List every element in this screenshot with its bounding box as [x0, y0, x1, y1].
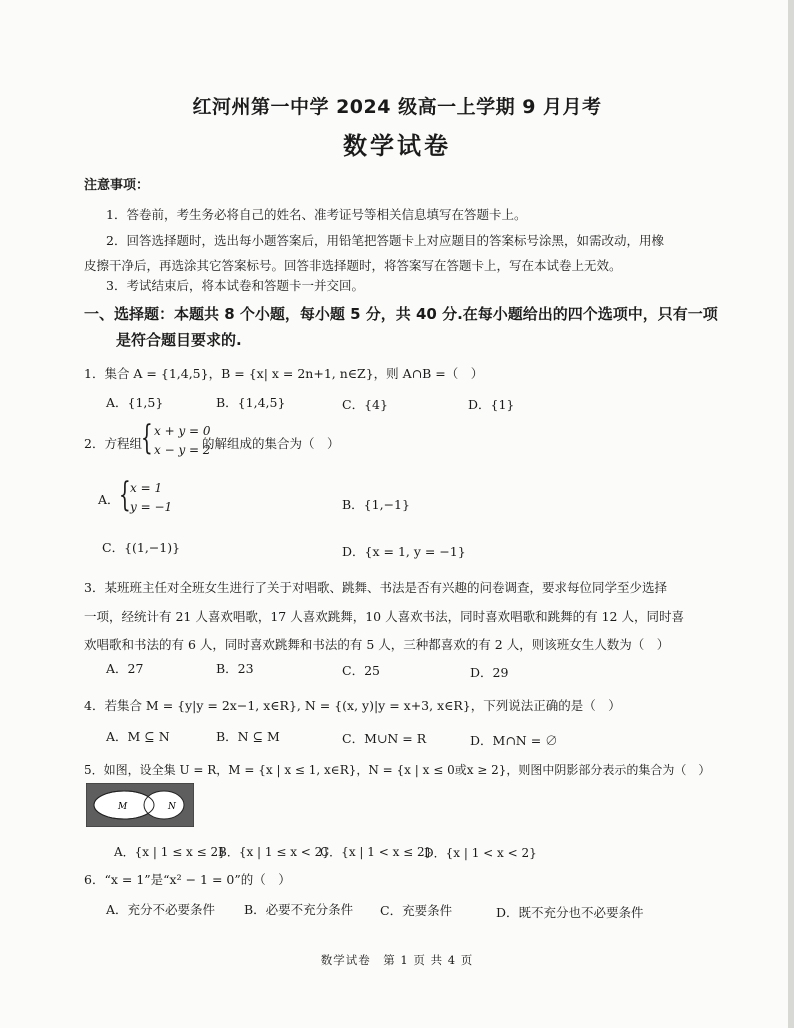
q6-option-d: D．既不充分也不必要条件: [496, 905, 644, 920]
venn-label-n: N: [168, 802, 176, 812]
note-3: 3．考试结束后，将本试卷和答题卡一并交回。: [106, 278, 364, 293]
q3-option-a: A．27: [106, 661, 144, 676]
q2-option-a-line1: x = 1: [130, 481, 163, 495]
exam-title: 红河州第一中学 2024 级高一上学期 9 月月考: [192, 96, 602, 118]
q6-option-c: C．充要条件: [380, 903, 453, 918]
q1-option-a: A．{1,5}: [106, 395, 164, 410]
q1-option-d: D．{1}: [468, 397, 515, 412]
q1-stem: 1．集合 A = {1,4,5}，B = {x| x = 2n+1, n∈Z}，则 A∩B =（ ）: [84, 366, 484, 381]
exam-subtitle: 数学试卷: [343, 132, 451, 160]
venn-set-n: [144, 791, 184, 819]
note-2a: 2．回答选择题时，选出每小题答案后，用铅笔把答题卡上对应题目的答案标号涂黑，如需改动，用橡: [106, 233, 664, 248]
q2-eq1: x + y = 0: [154, 424, 211, 438]
q4-option-d: D．M∩N = ∅: [470, 733, 558, 748]
q2-prefix: 2．方程组: [84, 436, 142, 451]
q5-option-c: C．{x | 1 < x ≤ 2}: [320, 845, 433, 859]
q2-option-c: C．{(1,−1)}: [102, 540, 181, 555]
q5-option-d: D．{x | 1 < x < 2}: [424, 846, 537, 860]
q6-stem: 6．“x = 1”是“x² − 1 = 0”的（ ）: [84, 872, 291, 887]
q2-eq2: x − y = 2: [154, 443, 211, 457]
notes-heading: 注意事项：: [84, 178, 150, 193]
venn-diagram: [86, 783, 194, 827]
q6-option-a: A．充分不必要条件: [106, 902, 216, 917]
q2-option-d: D．{x = 1, y = −1}: [342, 544, 466, 559]
q3-option-c: C．25: [342, 663, 380, 678]
q2-option-a-label: A．: [98, 492, 120, 507]
section1-line2: 是符合题目要求的.: [116, 331, 242, 349]
q4-option-c: C．M∪N = R: [342, 731, 427, 746]
q3-line1: 3．某班班主任对全班女生进行了关于对唱歌、跳舞、书法是否有兴趣的问卷调查，要求每位同学至少选择: [84, 580, 667, 595]
venn-label-m: M: [118, 802, 128, 812]
section1-line1: 一、选择题：本题共 8 个小题，每小题 5 分，共 40 分.在每小题给出的四个选项中，只有一项: [84, 305, 718, 323]
q5-option-b: B．{x | 1 ≤ x < 2}: [218, 845, 330, 859]
q2-suffix: 的解组成的集合为（ ）: [202, 436, 340, 451]
note-2b: 皮擦干净后，再选涂其它答案标号。回答非选择题时，将答案写在答题卡上，写在本试卷上无效。: [84, 258, 622, 273]
q2-brace: {: [140, 418, 153, 458]
q3-line3: 欢唱歌和书法的有 6 人，同时喜欢跳舞和书法的有 5 人，三种都喜欢的有 2 人，则该班女生人数为（ ）: [84, 637, 670, 652]
note-1: 1．答卷前，考生务必将自己的姓名、准考证号等相关信息填写在答题卡上。: [106, 207, 527, 222]
q3-line2: 一项，经统计有 21 人喜欢唱歌，17 人喜欢跳舞，10 人喜欢书法，同时喜欢唱歌和跳舞的有 12 人，同时喜: [84, 609, 684, 624]
q1-option-c: C．{4}: [342, 397, 388, 412]
q5-option-a: A．{x | 1 ≤ x ≤ 2}: [114, 845, 226, 859]
q6-option-b: B．必要不充分条件: [244, 902, 354, 917]
q5-stem: 5．如图，设全集 U = R，M = {x | x ≤ 1, x∈R}，N = {x | x ≤ 0或x ≥ 2}，则图中阴影部分表示的集合为（ ）: [84, 763, 711, 777]
q3-option-b: B．23: [216, 661, 254, 676]
q4-option-b: B．N ⊆ M: [216, 729, 280, 744]
q4-stem: 4．若集合 M = {y|y = 2x−1, x∈R}, N = {(x, y)|y = x+3, x∈R}，下列说法正确的是（ ）: [84, 698, 621, 713]
q4-option-a: A．M ⊆ N: [106, 729, 170, 744]
q1-option-b: B．{1,4,5}: [216, 395, 286, 410]
q2-option-b: B．{1,−1}: [342, 497, 410, 512]
page-footer: 数学试卷 第 1 页 共 4 页: [320, 953, 474, 967]
q2-option-a-brace: {: [118, 475, 131, 515]
q2-option-a-line2: y = −1: [130, 500, 173, 514]
q3-option-d: D．29: [470, 665, 509, 680]
